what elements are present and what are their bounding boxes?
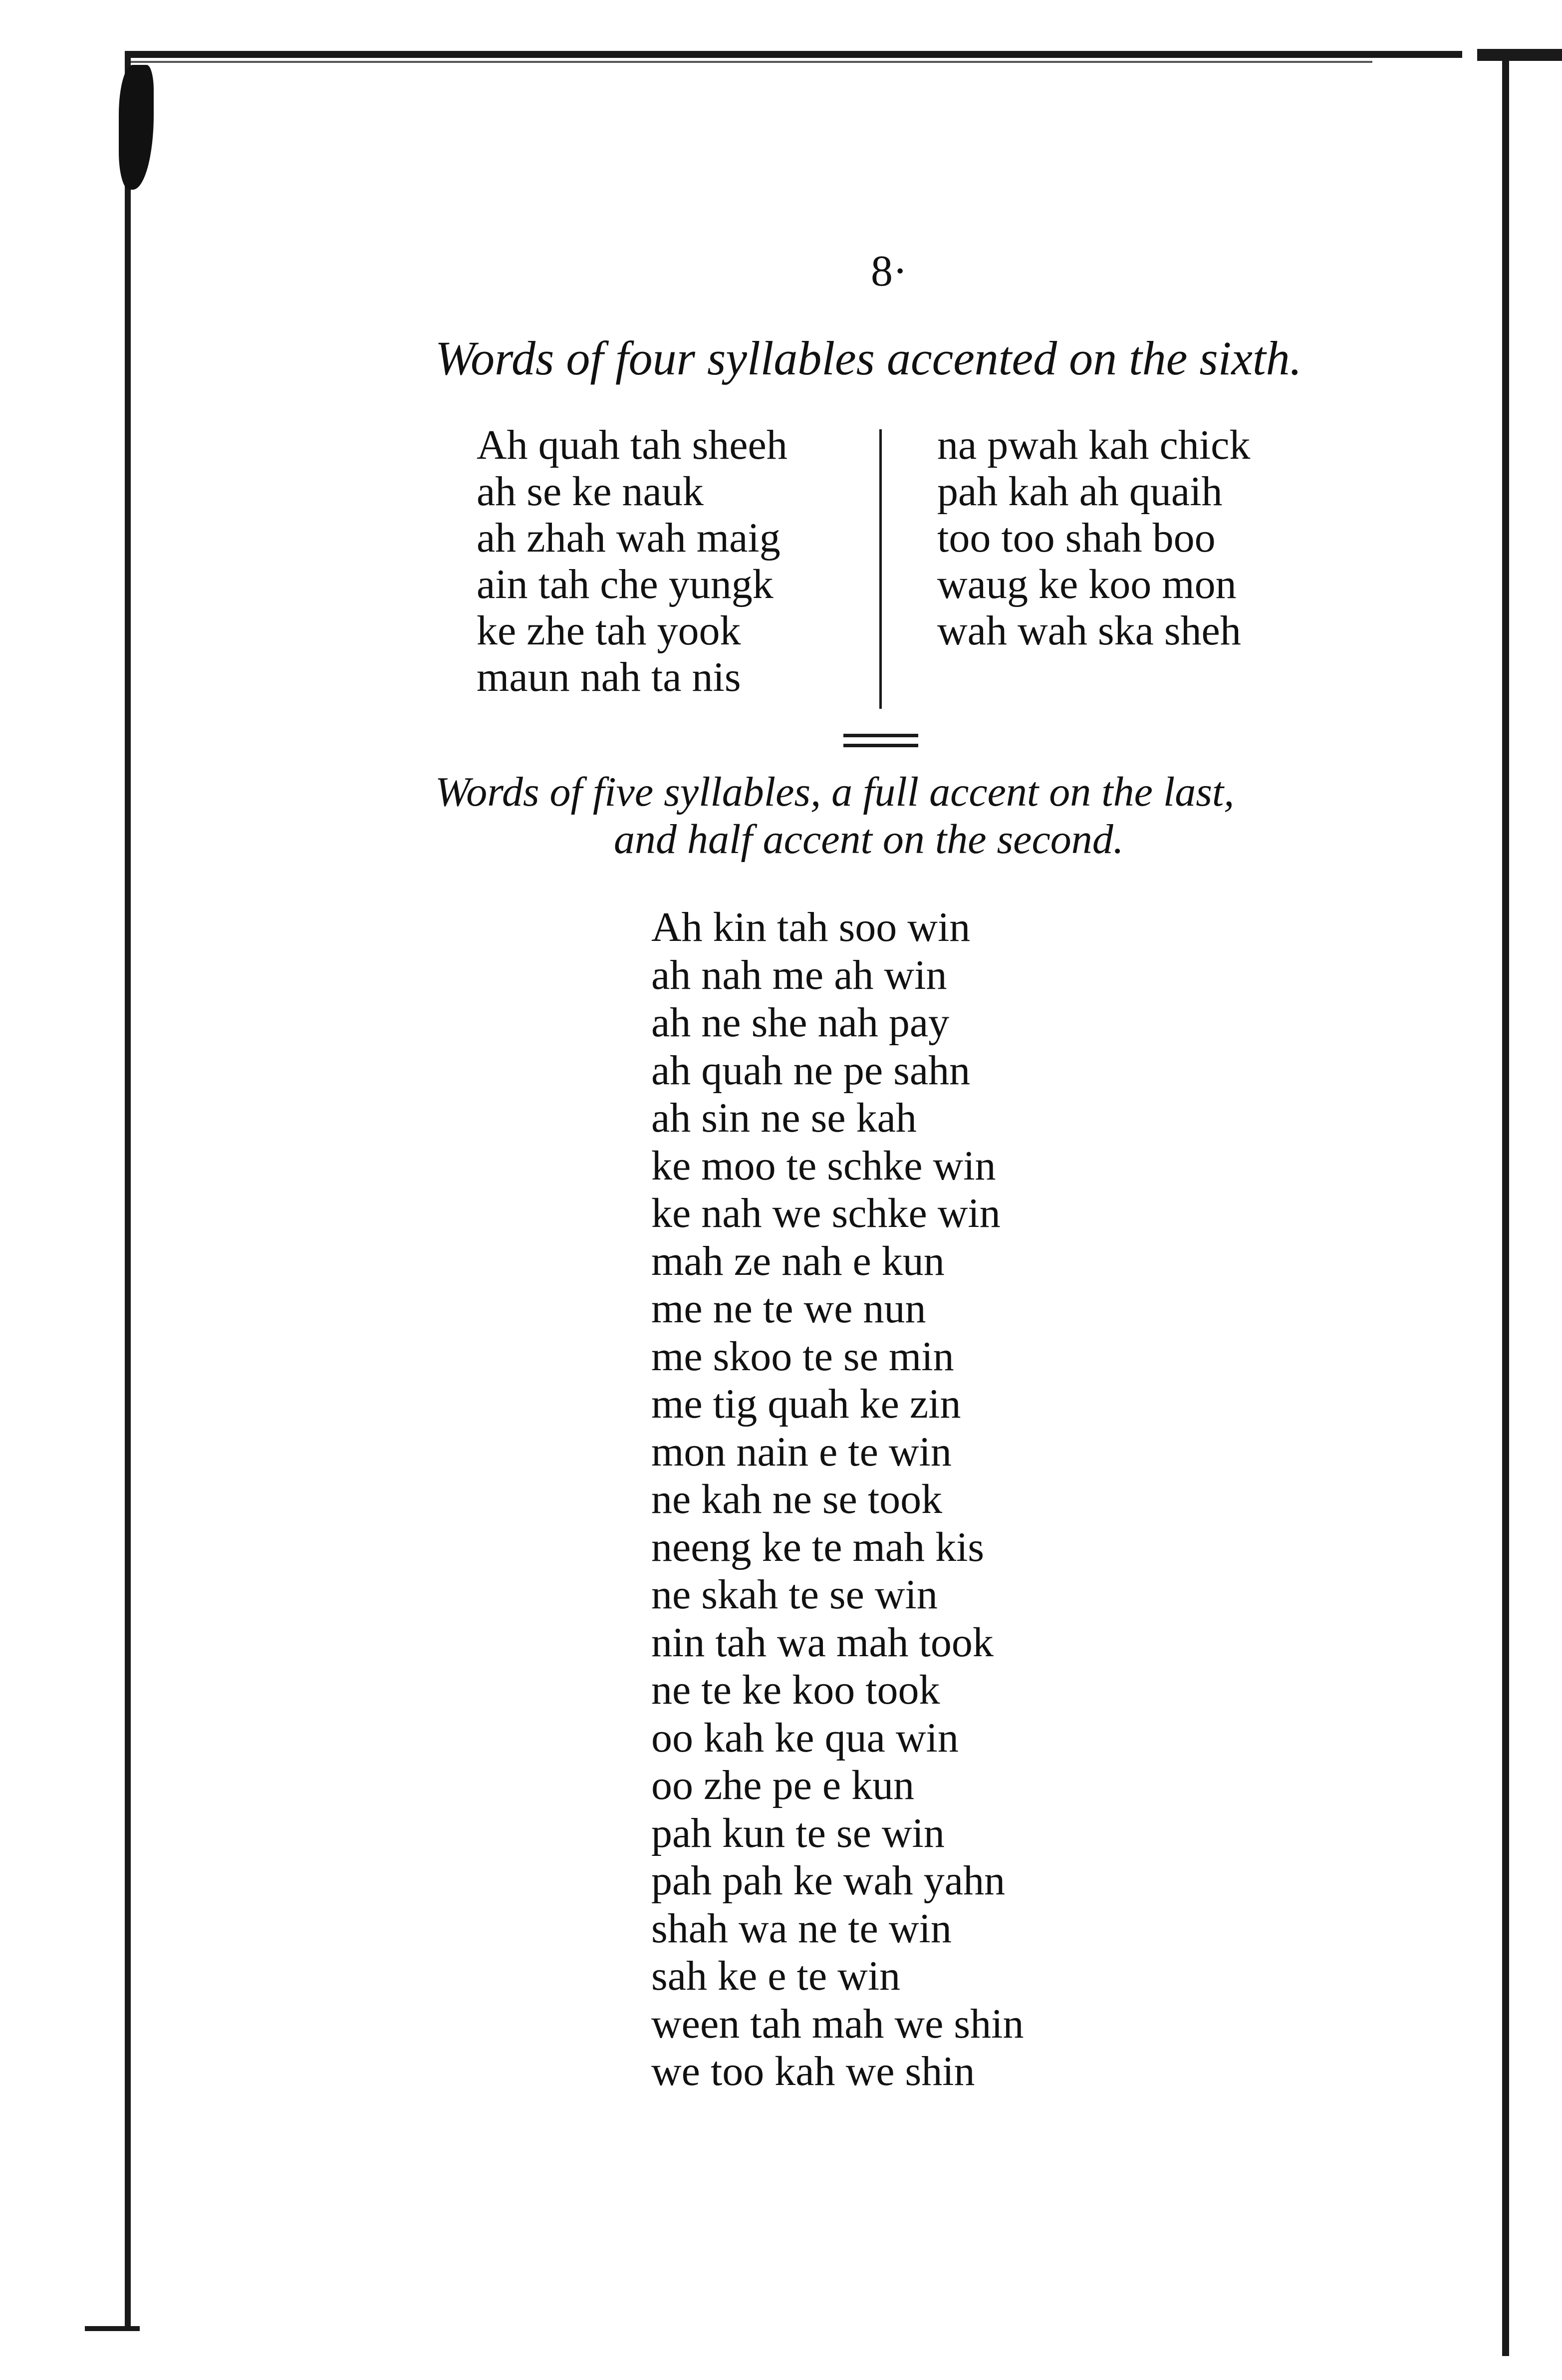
page-border-top xyxy=(125,51,1462,58)
word-entry: pah kah ah quaih xyxy=(937,468,1223,515)
word-entry: mon nain e te win xyxy=(651,1428,952,1475)
word-entry: oo zhe pe e kun xyxy=(651,1762,915,1808)
word-entry: ke nah we schke win xyxy=(651,1190,1001,1236)
word-entry: we too kah we shin xyxy=(651,2048,975,2094)
page-border-top-inner xyxy=(125,61,1372,63)
word-entry: ne kah ne se took xyxy=(651,1476,943,1522)
word-entry: Ah quah tah sheeh xyxy=(477,422,787,468)
section-separator-rule xyxy=(843,734,918,737)
five-syllable-word-list xyxy=(651,903,1024,2095)
word-entry: ah ne she nah pay xyxy=(651,999,950,1046)
word-entry: neeng ke te mah kis xyxy=(651,1523,985,1570)
word-entry: ah zhah wah maig xyxy=(477,515,781,561)
word-entry: ah se ke nauk xyxy=(477,468,704,515)
four-syllable-right-column xyxy=(937,422,1250,654)
page-border-left xyxy=(125,55,131,2331)
word-entry: nin tah wa mah took xyxy=(651,1619,994,1666)
page-number: 8· xyxy=(871,247,908,296)
section-five-heading-line1: Words of five syllables, a full accent on the last, xyxy=(435,769,1235,815)
word-entry: me ne te we nun xyxy=(651,1285,926,1332)
word-entry: me tig quah ke zin xyxy=(651,1381,961,1427)
word-entry: mah ze nah e kun xyxy=(651,1237,945,1284)
word-entry: ke zhe tah yook xyxy=(477,607,741,654)
word-entry: maun nah ta nis xyxy=(477,654,741,700)
section-four-heading: Words of four syllables accented on the sixth. xyxy=(435,331,1302,385)
word-entry: na pwah kah chick xyxy=(937,422,1251,468)
ink-blot xyxy=(119,65,154,190)
page-border-right-cap xyxy=(1477,49,1562,61)
page-border-bottom-tick xyxy=(85,2326,140,2331)
word-entry: ne skah te se win xyxy=(651,1571,938,1618)
word-entry: Ah kin tah soo win xyxy=(651,904,971,950)
word-entry: shah wa ne te win xyxy=(651,1905,952,1952)
word-entry: ah sin ne se kah xyxy=(651,1095,917,1141)
word-entry: waug ke koo mon xyxy=(937,561,1237,607)
section-five-heading-line2: and half accent on the second. xyxy=(614,816,1124,863)
section-separator-rule xyxy=(843,744,918,747)
word-entry: ah quah ne pe sahn xyxy=(651,1047,971,1094)
word-entry: sah ke e te win xyxy=(651,1953,901,1999)
column-divider xyxy=(879,429,882,709)
word-entry: oo kah ke qua win xyxy=(651,1714,959,1761)
word-entry: ah nah me ah win xyxy=(651,951,947,998)
word-entry: me skoo te se min xyxy=(651,1333,954,1380)
word-entry: ke moo te schke win xyxy=(651,1142,996,1189)
word-entry: ween tah mah we shin xyxy=(651,2000,1024,2047)
word-entry: too too shah boo xyxy=(937,515,1216,561)
word-entry: pah kun te se win xyxy=(651,1809,945,1856)
page-border-right xyxy=(1502,50,1509,2356)
word-entry: wah wah ska sheh xyxy=(937,607,1241,654)
word-entry: ain tah che yungk xyxy=(477,561,774,607)
word-entry: ne te ke koo took xyxy=(651,1667,940,1713)
four-syllable-left-column xyxy=(477,422,787,700)
word-entry: pah pah ke wah yahn xyxy=(651,1857,1006,1904)
